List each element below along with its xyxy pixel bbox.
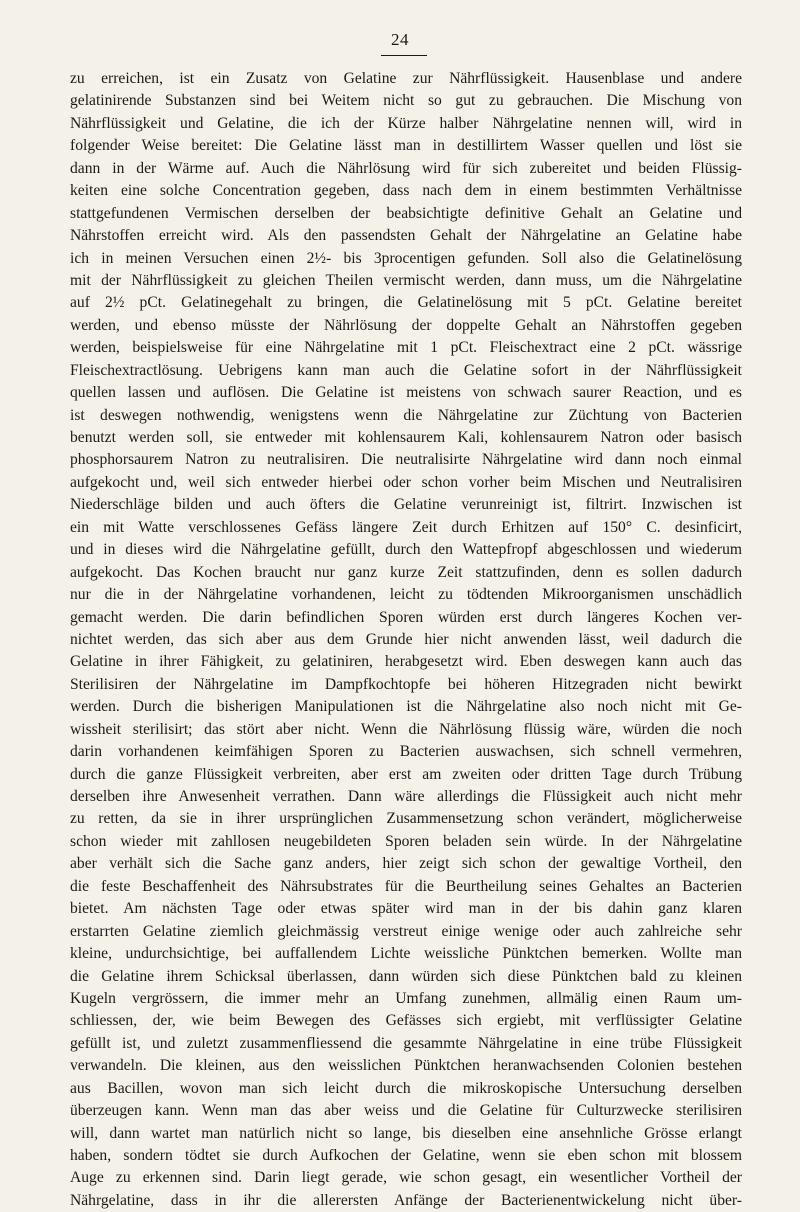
text-line: aus Bacillen, wovon man sich leicht durch die mikroskopische Untersuchung derselben [70,1079,742,1097]
text-line: überzeugen kann. Wenn man das aber weiss und die Gelatine für Culturzwecke sterilisiren [70,1102,742,1120]
text-line: durch die ganze Flüssigkeit verbreiten, aber erst am zweiten oder dritten Tage durch Trübung [70,765,742,783]
text-line: nur die in der Nährgelatine vorhandenen, leicht zu tödtenden Mikroorganismen unschädlich [70,586,742,604]
text-line: stattgefundenen Vermischen derselben der beabsichtigte definitive Gehalt an Gelatine und [70,204,742,222]
text-line: gefüllt ist, und zuletzt zusammenfliessend die gesammte Nährgelatine in eine trübe Flüssigkeit [70,1034,742,1052]
text-line: quellen lassen und auflösen. Die Gelatine ist meistens von schwach saurer Reaction, und es [70,384,742,402]
text-line: Fleischextractlösung. Uebrigens kann man auch die Gelatine sofort in der Nährflüssigkeit [70,361,742,379]
text-line: bietet. Am nächsten Tage oder etwas später wird man in der bis dahin ganz klaren [70,900,742,918]
text-line: Niederschläge bilden und auch öfters die Gelatine verunreinigt ist, filtrirt. Inzwischen ist [70,496,742,514]
text-line: darin vorhandenen keimfähigen Sporen zu Bacterien auswachsen, sich schnell vermehren, [70,743,742,761]
text-line: will, dann wartet man natürlich nicht so lange, bis dieselben eine ansehnliche Grösse erlangt [70,1124,742,1142]
text-line: phosphorsaurem Natron zu neutralisiren. Die neutralisirte Nährgelatine wird dann noch einmal [70,451,742,469]
body-paragraph [70,68,742,1212]
text-line: Nährstoffen erreicht wird. Als den passendsten Gehalt der Nährgelatine an Gelatine habe [70,227,742,245]
text-line: haben, sondern tödtet sie durch Aufkochen der Gelatine, wenn sie eben schon mit blossem [70,1147,742,1164]
text-line: Sterilisiren der Nährgelatine im Dampfkochtopfe bei höheren Hitzegraden nicht bewirkt [70,675,742,693]
text-line: Auge zu erkennen sind. Darin liegt gerade, wie schon gesagt, ein wesentlicher Vortheil der [70,1169,742,1187]
text-line: Nährflüssigkeit und Gelatine, die ich der Kürze halber Nährgelatine nennen will, wird in [70,114,742,132]
text-line: derselben ihre Anwesenheit verrathen. Dann wäre allerdings die Flüssigkeit auch nicht mehr [70,788,742,805]
text-line: werden. Durch die bisherigen Manipulationen ist die Nährgelatine also noch nicht mit Ge- [70,698,742,716]
text-line: Nährgelatine, dass in ihr die allerersten Anfänge der Bacterienentwickelung nicht über- [70,1191,742,1209]
text-line: nichtet werden, das sich aber aus dem Grunde hier nicht anwenden lässt, weil dadurch die [70,630,742,648]
text-line: die feste Beschaffenheit des Nährsubstrates für die Beurtheilung seines Gehaltes an Bacterien [70,877,742,895]
text-line: gelatinirende Substanzen sind bei Weitem nicht so gut zu gebrauchen. Die Mischung von [70,92,742,110]
text-line: mit der Nährflüssigkeit zu gleichen Theilen vermischt werden, dann muss, um die Nährgelatine [70,271,742,289]
text-line: ist deswegen nothwendig, wenigstens wenn die Nährgelatine zur Züchtung von Bacterien [70,406,742,424]
text-line: gemacht werden. Die darin befindlichen Sporen würden erst durch längeres Kochen ver- [70,608,742,626]
text-line: dann in der Wärme auf. Auch die Nährlösung wird für sich zubereitet und beiden Flüssig- [70,159,742,177]
text-line: schliessen, der, wie beim Bewegen des Gefässes sich ergiebt, mit verflüssigter Gelatine [70,1012,742,1030]
text-line: werden, und ebenso müsste der Nährlösung der doppelte Gehalt an Nährstoffen gegeben [70,316,742,334]
text-line: ich in meinen Versuchen einen 2½- bis 3procentigen gefunden. Soll also die Gelatinelösung [70,249,742,267]
page-number: 24 [391,30,409,49]
text-line: kleine, undurchsichtige, bei auffallendem Lichte weissliche Pünktchen bemerken. Wollte man [70,945,742,963]
text-line: Kugeln vergrössern, die immer mehr an Umfang zunehmen, allmälig einen Raum um- [70,989,742,1007]
text-line: werden, beispielsweise für eine Nährgelatine mit 1 pCt. Fleischextract eine 2 pCt. wässrige [70,339,742,357]
text-line: auf 2½ pCt. Gelatinegehalt zu bringen, die Gelatinelösung mit 5 pCt. Gelatine bereitet [70,294,742,312]
text-line: benutzt werden soll, sie entweder mit kohlensaurem Kali, kohlensaurem Natron oder basisch [70,429,742,446]
text-line: die Gelatine ihrem Schicksal überlassen, dann würden sich diese Pünktchen bald zu kleinen [70,967,742,985]
text-line: aber verhält sich die Sache ganz anders, hier zeigt sich schon der gewaltige Vortheil, den [70,855,742,873]
text-line: aufgekocht und, weil sich entweder hierbei oder schon vorher beim Mischen und Neutralisiren [70,473,742,491]
page-number-rule [381,55,427,56]
text-line: zu retten, da sie in ihrer ursprünglichen Zusammensetzung schon verändert, möglicherweise [70,810,742,828]
text-line: folgender Weise bereitet: Die Gelatine lässt man in destillirtem Wasser quellen und löst sie [70,137,742,155]
text-line: wissheit sterilisirt; das stört aber nicht. Wenn die Nährlösung flüssig wäre, würden die noch [70,720,742,738]
text-line: verwandeln. Die kleinen, aus den weisslichen Pünktchen heranwachsenden Colonien bestehen [70,1057,742,1075]
text-line: schon wieder mit zahllosen neugebildeten Sporen beladen sein würde. In der Nährgelatine [70,832,742,850]
text-line: ein mit Watte verschlossenes Gefäss längere Zeit durch Erhitzen auf 150° C. desinficirt, [70,518,742,536]
text-line: keiten eine solche Concentration gegeben, dass nach dem in einem bestimmten Verhältnisse [70,182,742,200]
text-line: und in dieses wird die Nährgelatine gefüllt, durch den Wattepfropf abgeschlossen und wiederum [70,541,742,559]
text-line: erstarrten Gelatine ziemlich gleichmässig verstreut einige wenige oder auch zahlreiche sehr [70,922,742,940]
text-line: zu erreichen, ist ein Zusatz von Gelatine zur Nährflüssigkeit. Hausenblase und andere [70,70,742,87]
text-line: aufgekocht. Das Kochen braucht nur ganz kurze Zeit stattzufinden, denn es sollen dadurch [70,563,742,581]
text-line: Gelatine in ihrer Fähigkeit, zu gelatiniren, herabgesetzt wird. Eben deswegen kann auch das [70,653,742,671]
